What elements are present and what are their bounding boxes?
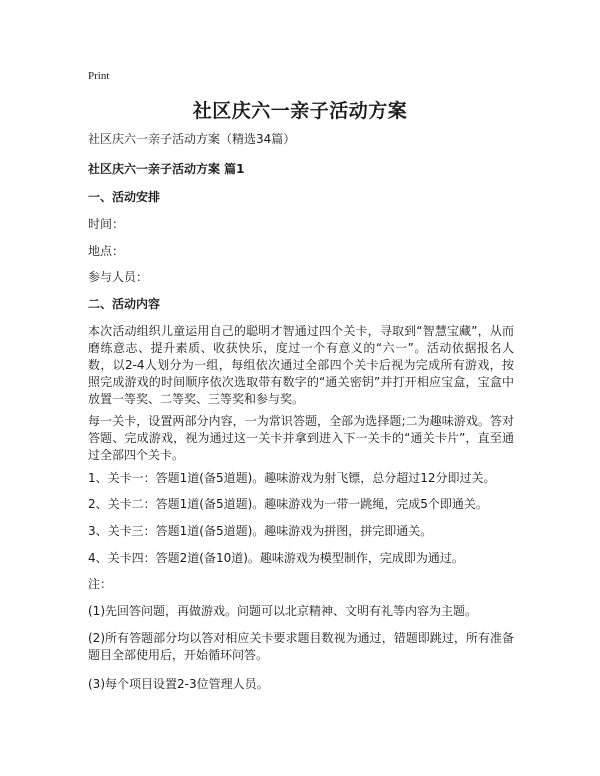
section-heading-arrangement: 一、活动安排 (88, 190, 161, 204)
time-field-label: 时间： (88, 217, 125, 231)
article-title: 社区庆六一亲子活动方案 篇1 (88, 162, 245, 176)
level-item: 1、关卡一：答题1道(备5道题)。趣味游戏为射飞镖，总分超过12分即过关。 (88, 471, 496, 485)
place-field-label: 地点： (88, 244, 125, 258)
participants-field-label: 参与人员： (88, 270, 149, 284)
content-paragraph: 每一关卡，设置两部分内容，一为常识答题，全部为选择题;二为趣味游戏。答对答题、完成游戏，视为通过这一关卡并拿到进入下一关卡的“通关卡片”，直至通过全部四个关卡。 (88, 414, 514, 462)
level-item: 4、关卡四：答题2道(备10道)。趣味游戏为模型制作，完成即为通过。 (88, 551, 464, 565)
document-title: 社区庆六一亲子活动方案 (192, 100, 408, 122)
print-link[interactable]: Print (88, 70, 110, 82)
note-label: 注： (88, 577, 113, 591)
level-item: 3、关卡三：答题1道(备5道题)。趣味游戏为拼图，拼完即通关。 (88, 524, 433, 538)
document-subtitle: 社区庆六一亲子活动方案（精选34篇） (88, 132, 296, 146)
note-item: (3)每个项目设置2-3位管理人员。 (88, 677, 269, 691)
note-item: (1)先回答问题，再做游戏。问题可以北京精神、文明有礼等内容为主题。 (88, 604, 478, 618)
level-item: 2、关卡二：答题1道(备5道题)。趣味游戏为一带一跳绳，完成5个即通关。 (88, 497, 488, 511)
content-paragraph: 本次活动组织儿童运用自己的聪明才智通过四个关卡，寻取到“智慧宝藏”，从而磨练意志、提升素质、收获快乐，度过一个有意义的“六一”。活动依据报名人数，以2-4人划分为一组，每组依次通过全部四个关卡后视为完成所有游戏，按照完成游戏的时间顺序依次选取带有数字的“通关密钥”并打开相应宝盒，宝盒中放置一等奖、二等奖、三等奖和参与奖。 (88, 324, 514, 406)
note-item: (2)所有答题部分均以答对相应关卡要求题目数视为通过，错题即跳过，所有准备题目全部使用后，开始循环问答。 (88, 631, 514, 662)
section-heading-content: 二、活动内容 (88, 297, 161, 311)
